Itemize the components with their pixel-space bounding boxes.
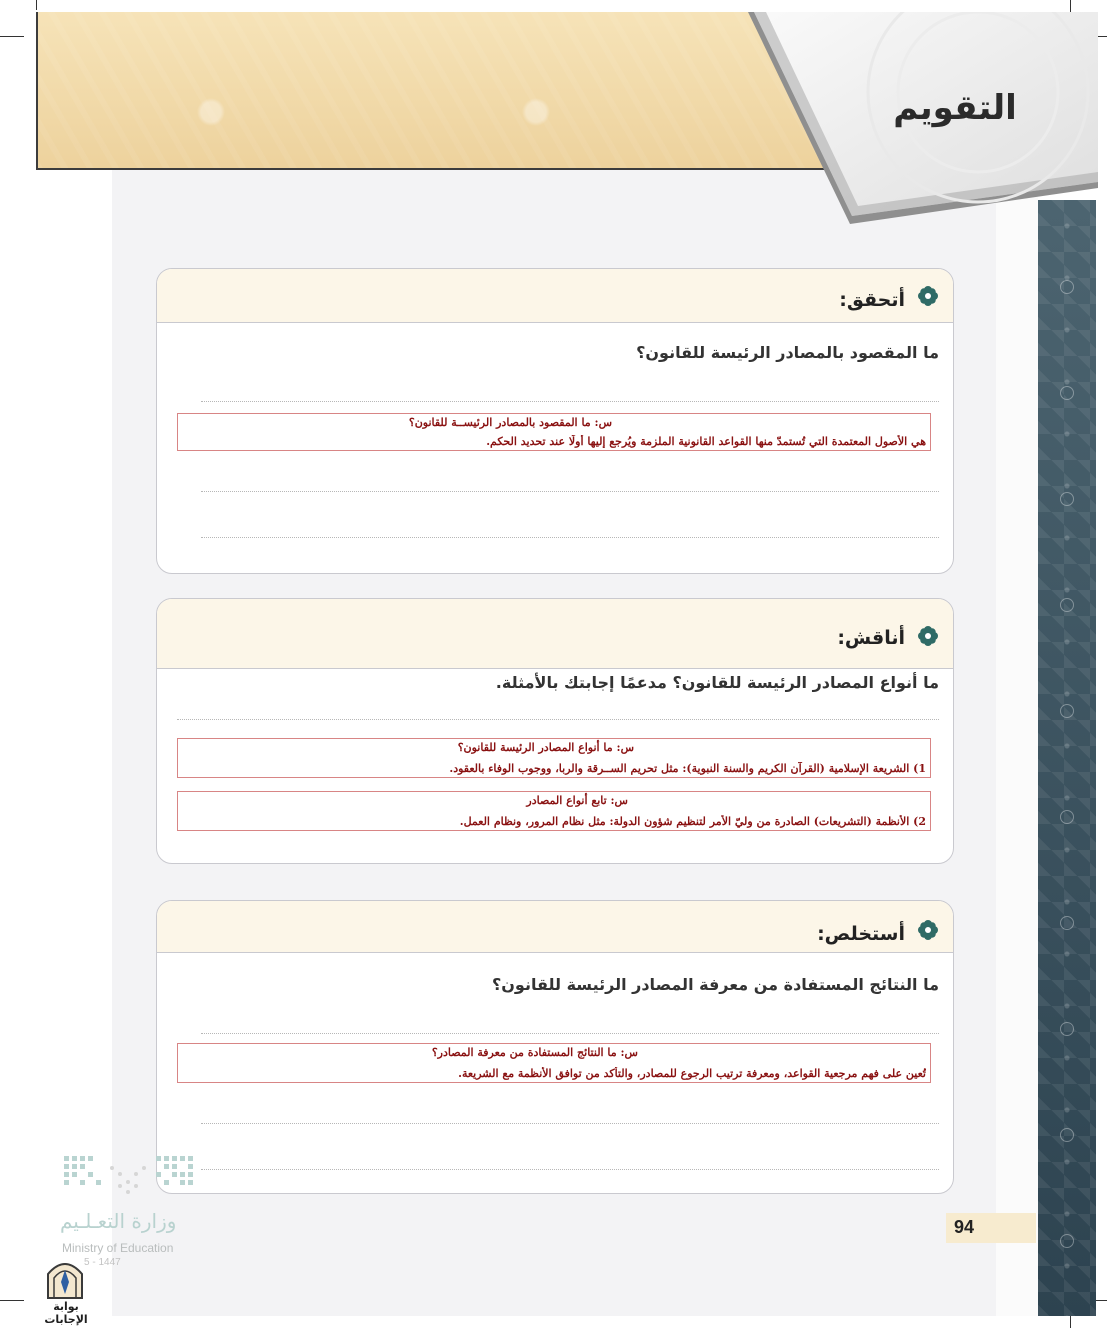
page-title: التقويم <box>893 88 1017 128</box>
flower-icon <box>917 285 939 307</box>
question-text: ما المقصود بالمصادر الرئيسة للقانون؟ <box>636 343 939 362</box>
writing-line <box>201 537 939 538</box>
page-margin <box>996 168 1038 1316</box>
answer-text: 1) الشريعة الإسلامية (القرآن الكريم والسنة النبوية): مثل تحريم الســرقة والربا، ووجوب الوفاء بالعقود. <box>449 762 926 775</box>
watermark-logo-icon <box>44 1256 86 1300</box>
answer-box <box>177 738 931 778</box>
writing-line <box>201 401 939 402</box>
answer-question: س: ما النتائج المستفادة من معرفة المصادر؟ <box>431 1046 638 1059</box>
flower-icon <box>917 919 939 941</box>
flower-icon <box>917 625 939 647</box>
decorative-pattern-strip <box>1038 200 1096 1316</box>
question-text: ما أنواع المصادر الرئيسة للقانون؟ مدعمًا إجابتك بالأمثلة. <box>495 673 939 692</box>
ministry-name-arabic: وزارة التعـلـيم <box>60 1209 177 1233</box>
section-label: أتحقق: <box>839 289 905 311</box>
answer-question: س: ما أنواع المصادر الرئيسة للقانون؟ <box>457 741 634 754</box>
writing-line <box>177 719 939 720</box>
writing-line <box>201 491 939 492</box>
writing-line <box>201 1169 939 1170</box>
header-border <box>36 12 38 168</box>
page-number <box>946 1213 1036 1243</box>
answer-box <box>177 413 931 451</box>
header-band <box>36 12 826 170</box>
ministry-year: 5 - 1447 <box>84 1257 121 1268</box>
crop-mark <box>0 1300 24 1301</box>
answer-text: 2) الأنظمة (التشريعات) الصادرة من وليّ الأمر لتنظيم شؤون الدولة: مثل نظام المرور، ونظام العمل. <box>459 815 926 828</box>
writing-line <box>201 1123 939 1124</box>
answer-question: س: تابع أنواع المصادر <box>526 794 628 807</box>
answer-text: هي الأصول المعتمدة التي تُستمدّ منها القواعد القانونية الملزمة ويُرجع إليها أولًا عند تحديد الحكم. <box>486 435 926 448</box>
section-label: أستخلص: <box>817 923 905 945</box>
answer-question: س: ما المقصود بالمصادر الرئيســة للقانون؟ <box>408 416 612 429</box>
page-number-text: 94 <box>954 1217 975 1237</box>
writing-line <box>201 1033 939 1034</box>
crop-mark <box>0 36 24 37</box>
answer-text: تُعين على فهم مرجعية القواعد، ومعرفة ترتيب الرجوع للمصادر، والتأكد من توافق الأنظمة مع الشريعة. <box>458 1067 926 1080</box>
watermark-text: بوابة الإجابات <box>44 1300 88 1326</box>
section-label: أناقش: <box>837 627 905 649</box>
question-text: ما النتائج المستفادة من معرفة المصادر الرئيسة للقانون؟ <box>491 975 939 994</box>
section-header <box>157 599 953 669</box>
ministry-name-english: Ministry of Education <box>62 1241 174 1255</box>
section-header <box>157 269 953 323</box>
answer-box <box>177 791 931 831</box>
section-card-conclude <box>156 900 954 1194</box>
section-header <box>157 901 953 953</box>
section-card-verify <box>156 268 954 574</box>
crop-mark <box>36 0 37 10</box>
section-card-discuss <box>156 598 954 864</box>
answer-box <box>177 1043 931 1083</box>
ministry-logo-icon <box>60 1152 200 1200</box>
